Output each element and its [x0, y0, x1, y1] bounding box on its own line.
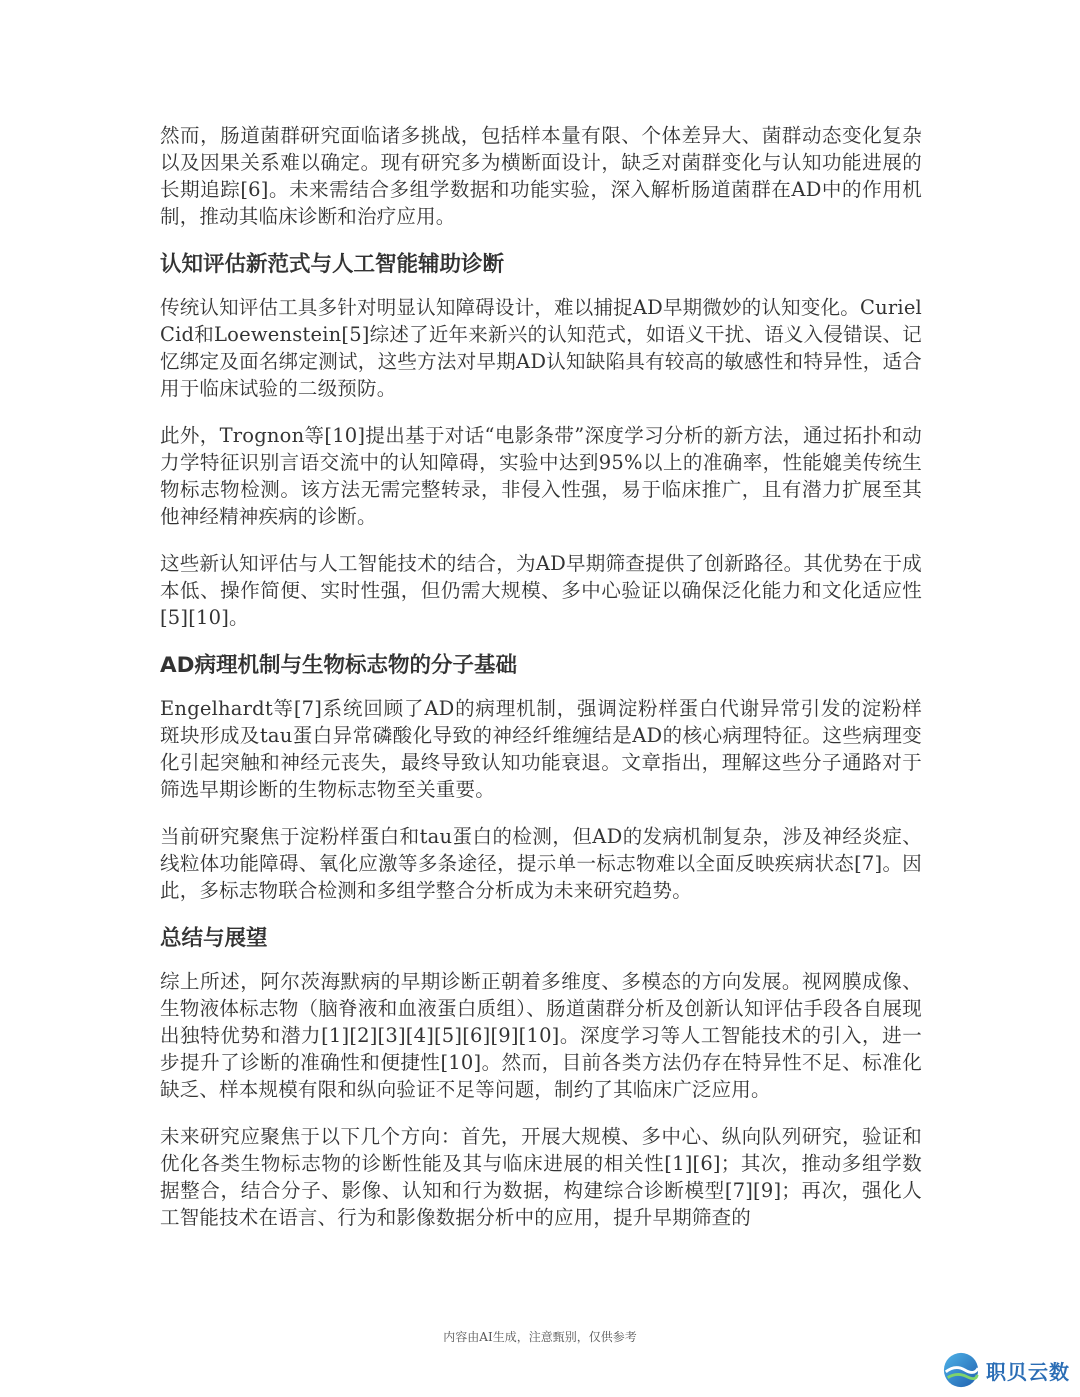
ai-disclaimer: 内容由AI生成，注意甄别，仅供参考 [443, 1330, 637, 1344]
section-heading: 总结与展望 [160, 926, 268, 951]
paragraph: 当前研究聚焦于淀粉样蛋白和tau蛋白的检测，但AD的发病机制复杂，涉及神经炎症、线粒体功能障碍、氧化应激等多条途径，提示单一标志物难以全面反映疾病状态[7]。因此，多标志物联合检测和多组学整合分析成为未来研究趋势。 [160, 825, 922, 902]
paragraph: 综上所述，阿尔茨海默病的早期诊断正朝着多维度、多模态的方向发展。视网膜成像、生物液体标志物（脑脊液和血液蛋白质组）、肠道菌群分析及创新认知评估手段各自展现出独特优势和潜力[1][2][3][4][5][6][9][10]。深度学习等人工智能技术的引入，进一步提升了诊断的准确性和便捷性[10]。然而，目前各类方法仍存在特异性不足、标准化缺乏、样本规模有限和纵向验证不足等问题，制约了其临床广泛应用。 [160, 970, 922, 1101]
watermark-text: 职贝云数 [986, 1359, 1070, 1384]
watermark [942, 1351, 1070, 1389]
globe-logo-icon [942, 1351, 980, 1389]
document-body [160, 122, 922, 1251]
section-heading: 认知评估新范式与人工智能辅助诊断 [160, 252, 505, 277]
section-heading: AD病理机制与生物标志物的分子基础 [160, 653, 517, 678]
paragraph: 这些新认知评估与人工智能技术的结合，为AD早期筛查提供了创新路径。其优势在于成本低、操作简便、实时性强，但仍需大规模、多中心验证以确保泛化能力和文化适应性[5][10]。 [160, 552, 922, 629]
paragraph: Engelhardt等[7]系统回顾了AD的病理机制，强调淀粉样蛋白代谢异常引发的淀粉样斑块形成及tau蛋白异常磷酸化导致的神经纤维缠结是AD的核心病理特征。这些病理变化引起突触和神经元丧失，最终导致认知功能衰退。文章指出，理解这些分子通路对于筛选早期诊断的生物标志物至关重要。 [160, 697, 922, 801]
paragraph: 然而，肠道菌群研究面临诸多挑战，包括样本量有限、个体差异大、菌群动态变化复杂以及因果关系难以确定。现有研究多为横断面设计，缺乏对菌群变化与认知功能进展的长期追踪[6]。未来需结合多组学数据和功能实验，深入解析肠道菌群在AD中的作用机制，推动其临床诊断和治疗应用。 [160, 124, 922, 228]
paragraph: 未来研究应聚焦于以下几个方向：首先，开展大规模、多中心、纵向队列研究，验证和优化各类生物标志物的诊断性能及其与临床进展的相关性[1][6]；其次，推动多组学数据整合，结合分子、影像、认知和行为数据，构建综合诊断模型[7][9]；再次，强化人工智能技术在语言、行为和影像数据分析中的应用，提升早期筛查的 [160, 1125, 922, 1229]
paragraph: 此外，Trognon等[10]提出基于对话“电影条带”深度学习分析的新方法，通过拓扑和动力学特征识别言语交流中的认知障碍，实验中达到95%以上的准确率，性能媲美传统生物标志物检测。该方法无需完整转录，非侵入性强，易于临床推广，且有潜力扩展至其他神经精神疾病的诊断。 [160, 424, 922, 528]
paragraph: 传统认知评估工具多针对明显认知障碍设计，难以捕捉AD早期微妙的认知变化。Curiel Cid和Loewenstein[5]综述了近年来新兴的认知范式，如语义干扰、语义入侵错误、记忆绑定及面名绑定测试，这些方法对早期AD认知缺陷具有较高的敏感性和特异性，适合用于临床试验的二级预防。 [160, 296, 922, 400]
